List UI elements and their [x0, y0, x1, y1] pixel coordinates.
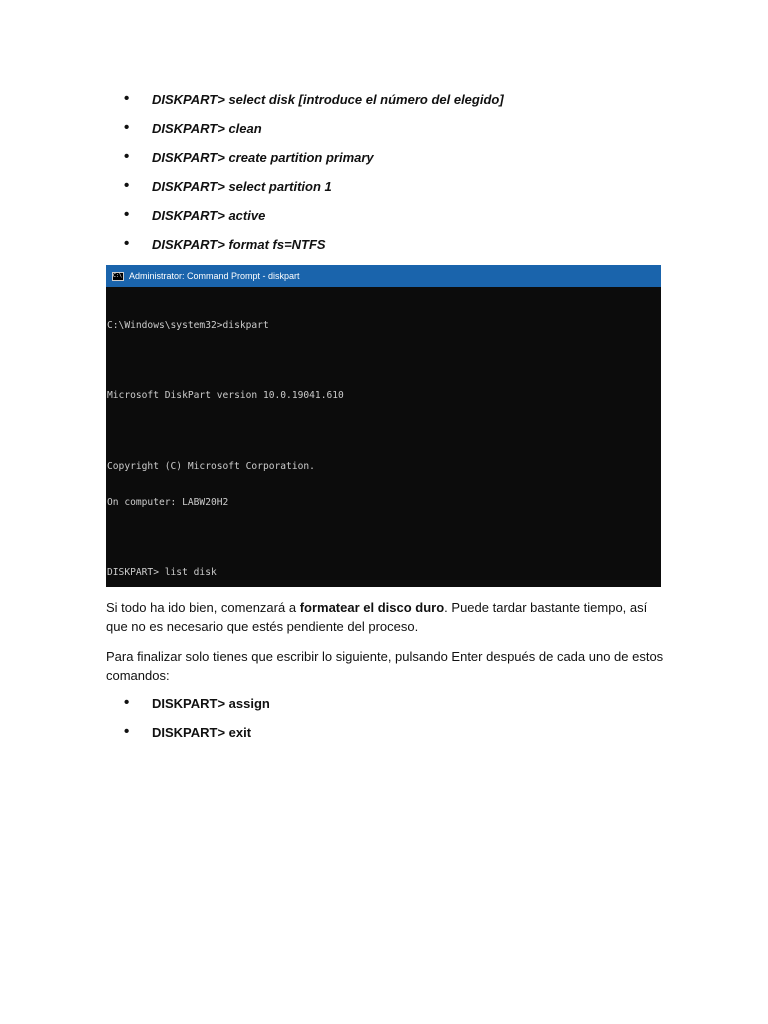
list-item: • DISKPART> exit — [124, 725, 684, 754]
paragraph-bold-text: formatear el disco duro — [299, 600, 445, 615]
list-item: • DISKPART> create partition primary — [124, 150, 684, 179]
cmd-titlebar — [106, 265, 661, 287]
command-prompt-screenshot — [106, 265, 661, 587]
console-line: Microsoft DiskPart version 10.0.19041.610 — [107, 390, 344, 402]
console-line: On computer: LABW20H2 — [107, 496, 229, 508]
terminal-icon: C:\ — [113, 272, 123, 279]
diskpart-command-list — [124, 92, 684, 266]
paragraph-text: . Puede tardar bastante tiempo, así que no es necesario que estés pendiente del proceso. — [106, 600, 648, 634]
list-item: • DISKPART> select partition 1 — [124, 179, 684, 208]
list-item: • DISKPART> format fs=NTFS — [124, 237, 684, 266]
paragraph-finish: Para finalizar solo tienes que escribir lo siguiente, pulsando Enter después de cada uno de estos comandos: — [106, 649, 664, 683]
final-command-list — [124, 696, 684, 754]
console-line: Copyright (C) Microsoft Corporation. — [107, 461, 315, 473]
cmd-output — [106, 287, 661, 587]
paragraph-formatting — [106, 598, 666, 636]
console-line: DISKPART> list disk — [107, 567, 217, 579]
cmd-window-title: Administrator: Command Prompt - diskpart — [129, 271, 300, 281]
console-line: C:\Windows\system32>diskpart — [107, 319, 269, 331]
list-item: • DISKPART> clean — [124, 121, 684, 150]
paragraph-text: Si todo ha ido bien, comenzará a — [106, 600, 300, 615]
list-item: • DISKPART> select disk [introduce el número del elegido] — [124, 92, 684, 121]
list-item: • DISKPART> assign — [124, 696, 684, 725]
list-item: • DISKPART> active — [124, 208, 684, 237]
